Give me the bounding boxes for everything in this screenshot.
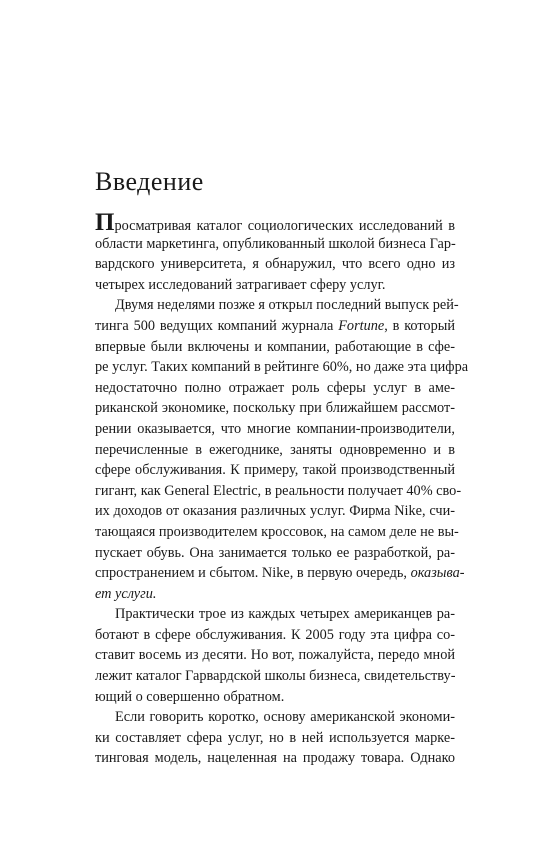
italic-emphasis: оказыва-: [410, 565, 465, 582]
text-line: перечисленные в ежегоднике, заняты одновременно и в: [95, 441, 455, 458]
italic-fortune: Fortune: [338, 317, 385, 334]
text-line: Если говорить коротко, основу американской экономи-: [115, 709, 455, 726]
text-line: ки составляет сфера услуг, но в ней используется марке-: [95, 729, 455, 746]
text-line: впервые были включены и компании, работающие в сфе-: [95, 338, 455, 355]
text-line: спространением и сбытом. Nike, в первую очередь, оказыва-: [95, 565, 465, 582]
text-line: вардского университета, я обнаружил, что всего одно из: [95, 256, 455, 273]
text-line: лежит каталог Гарвардской школы бизнеса, свидетельству-: [95, 668, 456, 685]
text-line: Практически трое из каждых четырех американцев ра-: [115, 606, 455, 623]
text-line: Двумя неделями позже я открыл последний выпуск рей-: [115, 297, 459, 314]
text-line: их доходов от оказания различных услуг. Фирма Nike, счи-: [95, 503, 455, 520]
text-line-rest: росматривая каталог социологических исследований в: [114, 218, 455, 234]
text-line: ре услуг. Таких компаний в рейтинге 60%, но даже эта цифра: [95, 359, 469, 376]
text-line: ющий о совершенно обратном.: [95, 688, 285, 705]
text-line: риканской экономике, поскольку при ближайшем рассмот-: [95, 400, 455, 417]
text-line: четырех исследований затрагивает сферу услуг.: [95, 276, 386, 293]
text-line: ставит восемь из десяти. Но вот, пожалуйста, передо мной: [95, 647, 455, 664]
text-line: ет услуги.: [95, 585, 157, 602]
chapter-body: [95, 209, 469, 769]
text-line: рении оказывается, что многие компании-производители,: [95, 420, 455, 437]
drop-cap: П: [95, 209, 115, 236]
text-line: пускает обувь. Она занимается только ее разработкой, ра-: [95, 544, 455, 561]
text-line: [95, 209, 455, 236]
text-line: ботают в сфере обслуживания. К 2005 году эта цифра со-: [95, 626, 455, 643]
text-line: области маркетинга, опубликованный школой бизнеса Гар-: [95, 235, 456, 252]
text-line: тающаяся производителем кроссовок, на самом деле не вы-: [95, 523, 459, 540]
text-line: недостаточно полно отражает роль сферы услуг в аме-: [95, 379, 455, 396]
chapter-title: Введение: [95, 167, 204, 196]
text-line: тинговая модель, нацеленная на продажу товара. Однако: [95, 750, 455, 767]
text-line: гигант, как General Electric, в реальности получает 40% сво-: [95, 482, 462, 499]
text-line: сфере обслуживания. К примеру, такой производственный: [95, 462, 455, 479]
text-line: тинга 500 ведущих компаний журнала Fortune, в который: [95, 317, 455, 334]
